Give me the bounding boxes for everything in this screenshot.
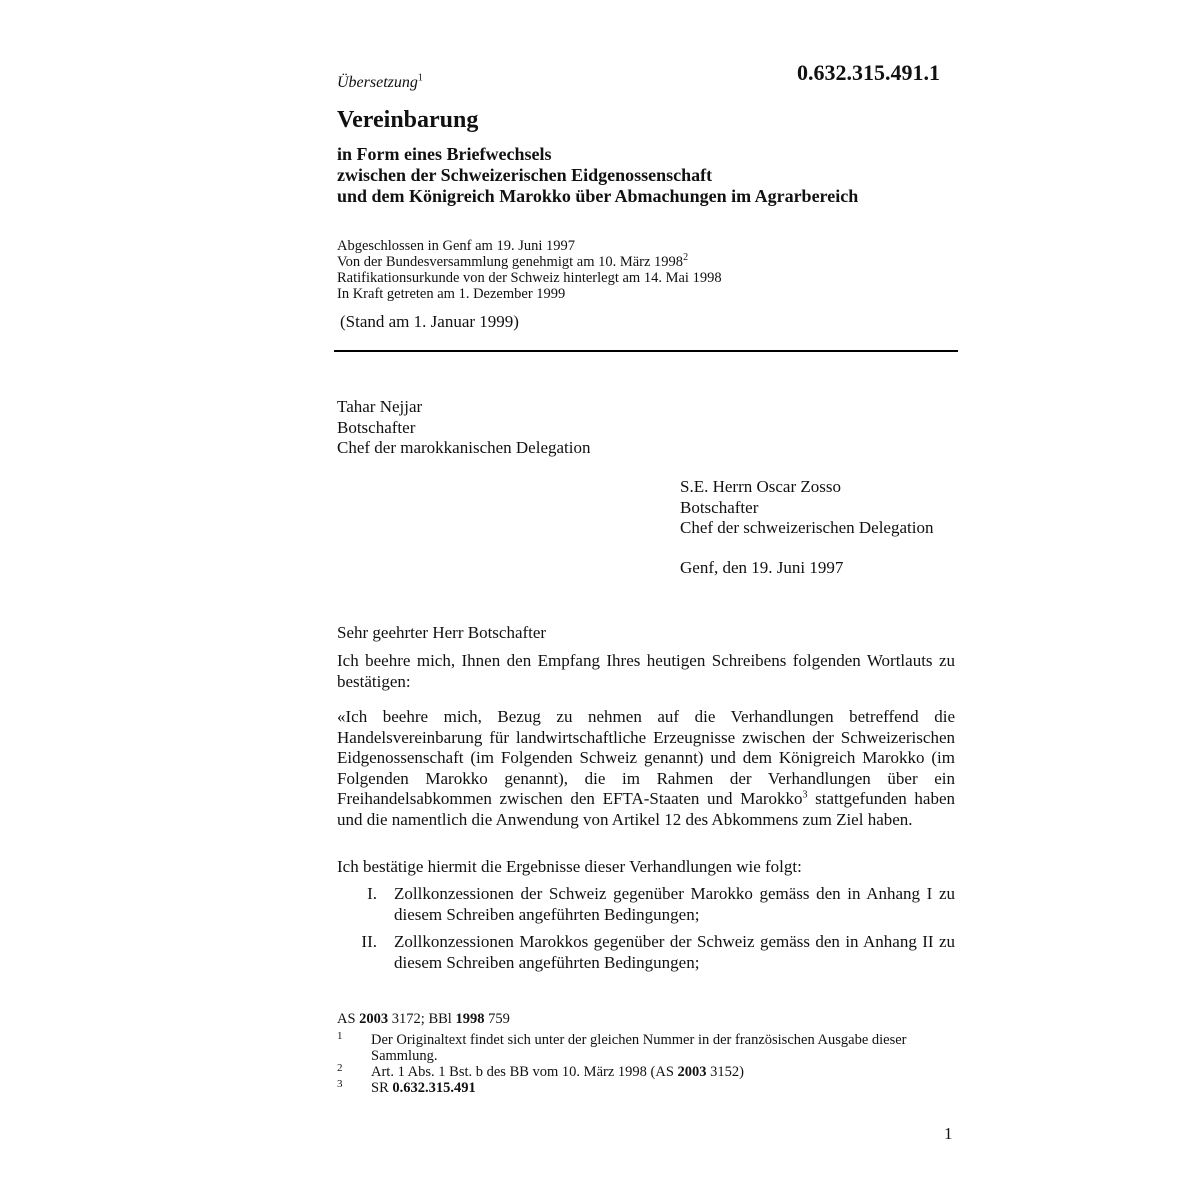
footnote-text: SR 0.632.315.491 [371, 1080, 476, 1096]
in-force-date: In Kraft getreten am 1. Dezember 1999 [337, 286, 566, 302]
translation-label [337, 74, 423, 92]
approval-text: Von der Bundesversammlung genehmigt am 10. März 1998 [337, 254, 684, 270]
quote-paragraph [337, 707, 955, 830]
confirmation-paragraph: Ich beehre mich, Ihnen den Empfang Ihres heutigen Schreibens folgenden Wortlauts zu bestätigen: [337, 651, 955, 691]
salutation: Sehr geehrter Herr Botschafter [337, 623, 547, 642]
subtitle-line-1: in Form eines Briefwechsels [337, 144, 552, 164]
page-number: 1 [944, 1124, 953, 1143]
footnote-ref-1[interactable]: 1 [417, 72, 423, 84]
recipient-delegation: Chef der schweizerischen Delegation [680, 518, 934, 537]
treaty-metadata [337, 238, 722, 302]
header-divider [334, 350, 958, 352]
list-item-text: Zollkonzessionen Marokkos gegenüber der Schweiz gemäss den in Anhang II zu diesem Schreiben angeführten Bedingungen; [394, 932, 955, 972]
place-date: Genf, den 19. Juni 1997 [680, 558, 844, 577]
quote-text-part-2: stattgefunden haben und die namentlich die Anwendung von Artikel 12 des Abkommens zum Ziel haben. [337, 789, 955, 829]
source-reference: AS 2003 3172; BBl 1998 759 [337, 1011, 510, 1027]
recipient-role: Botschafter [680, 497, 759, 517]
sender-block [337, 397, 591, 459]
sr-number: 0.632.315.491.1 [797, 60, 940, 85]
recipient-block [680, 477, 933, 539]
document-subtitle [337, 144, 858, 207]
footnote-text: Der Originaltext findet sich unter der gleichen Nummer in der französischen Ausgabe dieser Sammlung. [371, 1032, 907, 1064]
list-item-number: II. [361, 932, 377, 951]
translation-text: Übersetzung [337, 74, 418, 91]
document-title: Vereinbarung [337, 107, 479, 133]
sender-delegation: Chef der marokkanischen Delegation [337, 438, 591, 457]
approval-date [337, 254, 722, 270]
footnote-text: Art. 1 Abs. 1 Bst. b des BB vom 10. März 1998 (AS 2003 3152) [371, 1064, 744, 1080]
subtitle-line-3: und dem Königreich Marokko über Abmachungen im Agrarbereich [337, 186, 859, 206]
subtitle-line-2: zwischen der Schweizerischen Eidgenossenschaft [337, 165, 713, 185]
ratification-date: Ratifikationsurkunde von der Schweiz hinterlegt am 14. Mai 1998 [337, 270, 722, 286]
list-item-text: Zollkonzessionen der Schweiz gegenüber Marokko gemäss den in Anhang I zu diesem Schreiben angeführten Bedingungen; [394, 884, 955, 924]
sender-name: Tahar Nejjar [337, 397, 423, 416]
footnote-number: 3 [337, 1078, 343, 1090]
list-item-number: I. [367, 884, 377, 903]
sender-role: Botschafter [337, 417, 416, 437]
footnote-ref-3[interactable]: 3 [802, 789, 808, 801]
footnote-number: 2 [337, 1062, 343, 1074]
status-date: (Stand am 1. Januar 1999) [340, 312, 519, 331]
recipient-name: S.E. Herrn Oscar Zosso [680, 477, 841, 496]
results-intro: Ich bestätige hiermit die Ergebnisse dieser Verhandlungen wie folgt: [337, 857, 802, 876]
footnote-ref-2[interactable]: 2 [683, 252, 689, 264]
concluded-date: Abgeschlossen in Genf am 19. Juni 1997 [337, 238, 576, 254]
footnote-number: 1 [337, 1030, 343, 1042]
quote-text-part-1: «Ich beehre mich, Bezug zu nehmen auf die Verhandlungen betreffend die Handelsvereinbarung für landwirtschaftliche Erzeugnisse zwischen der Schweizerischen Eidgenossenschaft (im Folgenden Schweiz genannt) und dem Königreich Marokko (im Folgenden Marokko genannt), die im Rahmen der Verhandlungen über ein Freihandelsabkommen zwischen den EFTA-Staaten und Marokko [337, 707, 955, 808]
